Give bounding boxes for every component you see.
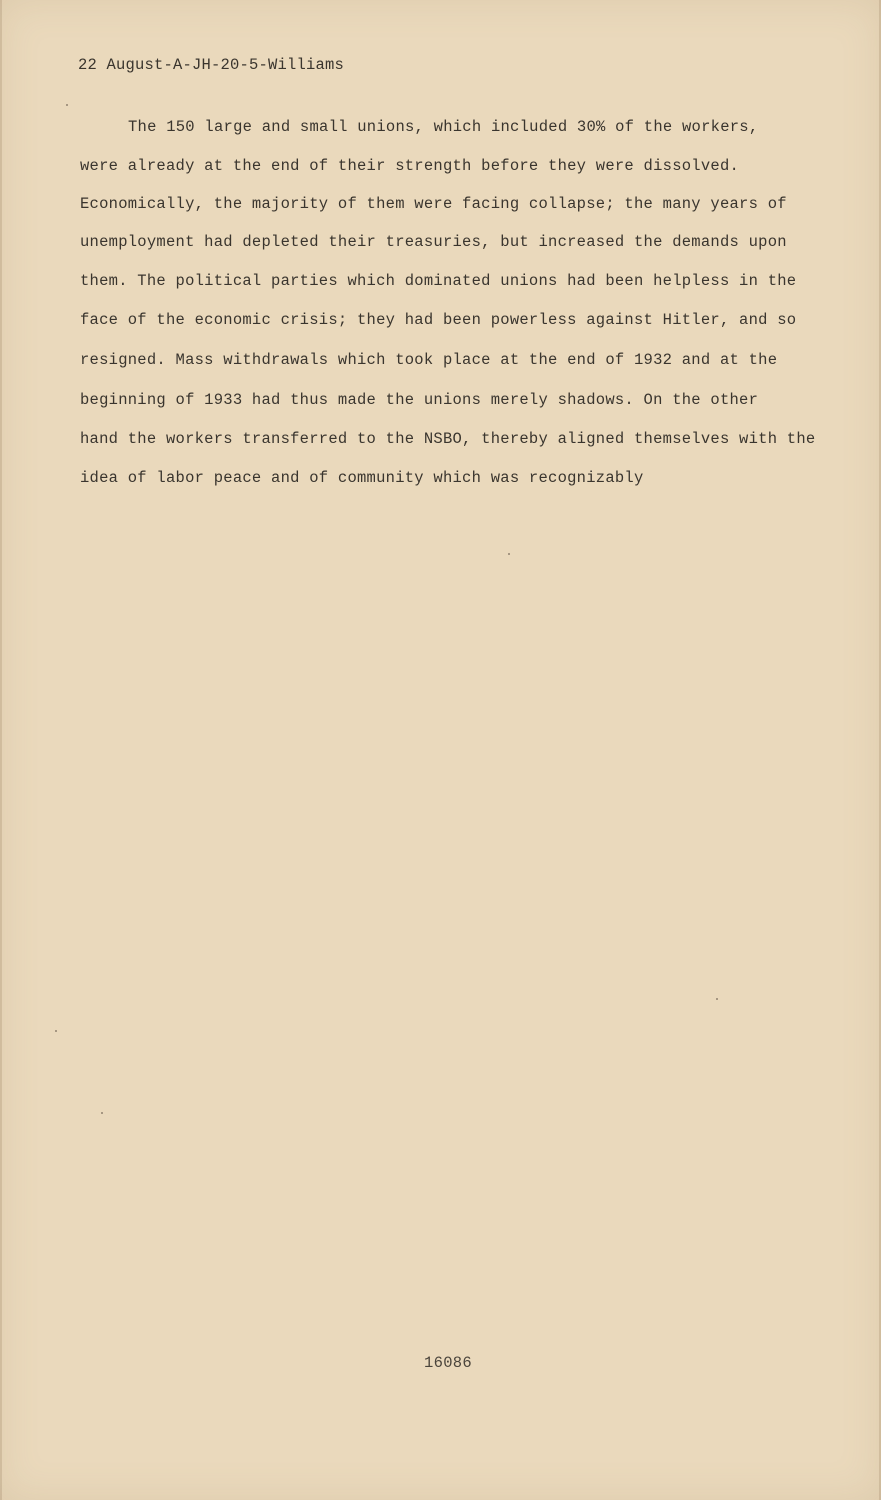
page-number: 16086 bbox=[424, 1354, 473, 1372]
paper-speck bbox=[66, 104, 68, 106]
paragraph-line-7: resigned. Mass withdrawals which took place at the end of 1932 and at the bbox=[80, 351, 778, 369]
paragraph-line-8: beginning of 1933 had thus made the unions merely shadows. On the other bbox=[80, 391, 759, 409]
paragraph-line-9: hand the workers transferred to the NSBO, thereby aligned themselves with the bbox=[80, 430, 816, 448]
paragraph-line-10: idea of labor peace and of community which was recognizably bbox=[80, 469, 644, 487]
paper-speck bbox=[508, 553, 510, 555]
paragraph-line-2: were already at the end of their strength before they were dissolved. bbox=[80, 157, 740, 175]
paper-speck bbox=[716, 998, 718, 1000]
paragraph-line-6: face of the economic crisis; they had been powerless against Hitler, and so bbox=[80, 311, 797, 329]
document-header: 22 August-A-JH-20-5-Williams bbox=[78, 56, 345, 74]
paragraph-line-5: them. The political parties which dominated unions had been helpless in the bbox=[80, 272, 797, 290]
paper-speck bbox=[55, 1030, 57, 1032]
paper-speck bbox=[101, 1112, 103, 1114]
paragraph-line-4: unemployment had depleted their treasuries, but increased the demands upon bbox=[80, 233, 787, 251]
paragraph-line-1: The 150 large and small unions, which included 30% of the workers, bbox=[128, 118, 759, 136]
paragraph-line-3: Economically, the majority of them were facing collapse; the many years of bbox=[80, 195, 787, 213]
